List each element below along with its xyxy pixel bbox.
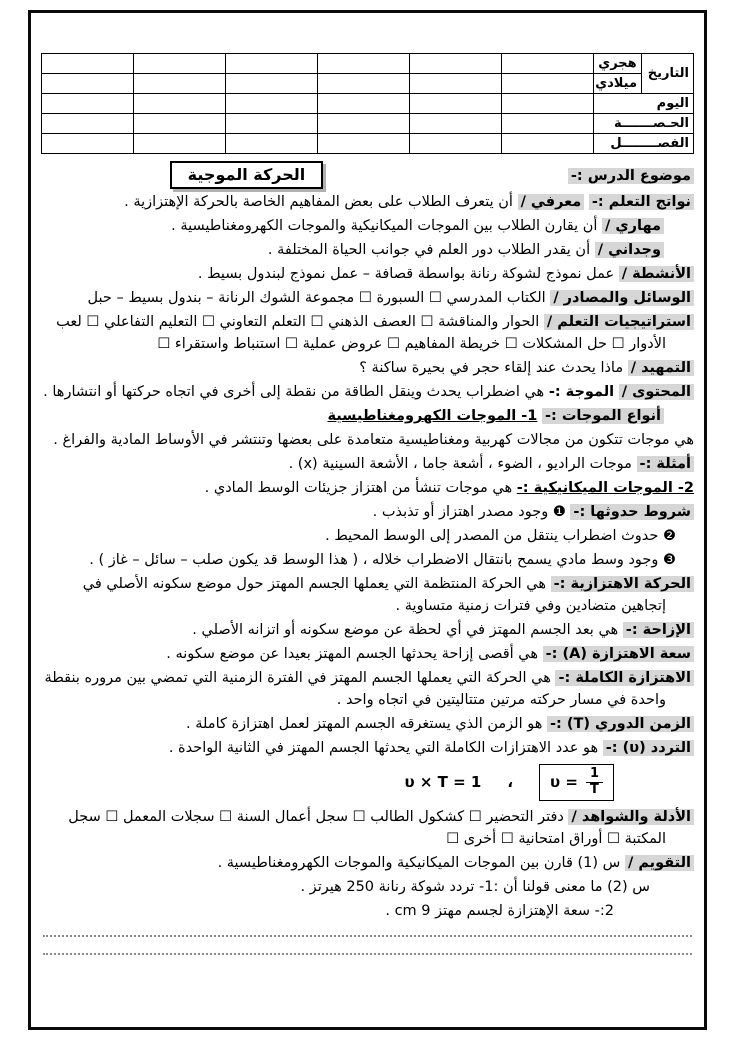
empty-cell bbox=[226, 74, 318, 94]
wave-definition: هي اضطراب يحدث وينقل الطاقة من نقطة إلى أخرى في اتجاه حركتها أو انتشارها . bbox=[43, 384, 545, 400]
empty-cell bbox=[502, 74, 594, 94]
frequency-fraction-box bbox=[539, 764, 614, 801]
row-period bbox=[42, 114, 694, 134]
formula-lhs: υ = bbox=[550, 773, 578, 792]
mech-waves-line bbox=[41, 477, 694, 499]
assessment-q1: س (1) قارن بين الموجات الميكانيكية والموجات الكهرومغناطيسية . bbox=[217, 854, 621, 871]
definition-label: التردد (υ) :- bbox=[603, 740, 694, 756]
watermark-logo: مستقل bbox=[305, 949, 430, 990]
affective-text: أن يقدر الطلاب دور العلم في جوانب الحياة المختلفة . bbox=[267, 242, 591, 258]
empty-cell bbox=[318, 74, 410, 94]
empty-cell bbox=[410, 134, 502, 154]
assessment-q2-line bbox=[41, 876, 650, 898]
watermark-site: mostaql.com bbox=[326, 988, 409, 1001]
strategies-line bbox=[41, 311, 694, 355]
evidence-line bbox=[41, 806, 694, 850]
formula-separator: ، bbox=[507, 773, 514, 792]
definition-text: هي أقصى إزاحة يحدثها الجسم المهتز بعيدا عن موضع سكونه . bbox=[166, 646, 539, 662]
outcomes-label: نواتج التعلم :- bbox=[589, 194, 694, 210]
definition-label: الحركة الاهتزازية :- bbox=[551, 576, 694, 592]
skill-text: أن يقارن الطلاب بين الموجات الميكانيكية والموجات الكهرومغناطيسية . bbox=[171, 218, 598, 234]
topic-label: موضوع الدرس :- bbox=[568, 168, 694, 184]
empty-cell bbox=[42, 94, 134, 114]
lesson-title: الحركة الموجية bbox=[170, 161, 324, 189]
empty-cell bbox=[502, 134, 594, 154]
day-label: اليوم bbox=[594, 94, 694, 114]
empty-cell bbox=[318, 54, 410, 74]
wave-types-heading: أنواع الموجات :- bbox=[542, 408, 664, 424]
empty-cell bbox=[134, 94, 226, 114]
formula-rhs: υ × T = 1 bbox=[404, 773, 482, 792]
activities-label: الأنشطة / bbox=[619, 266, 694, 282]
condition-2-line bbox=[41, 525, 676, 547]
definition-frequency bbox=[41, 737, 694, 759]
examples-text: موجات الراديو ، الضوء ، أشعة جاما ، الأشعة السينية (x) . bbox=[288, 456, 632, 472]
answer-dotted-line bbox=[43, 942, 692, 955]
definition-label: الاهتزازة الكاملة :- bbox=[555, 670, 694, 686]
empty-cell bbox=[410, 114, 502, 134]
empty-cell bbox=[502, 54, 594, 74]
definition-text: هو الزمن الذي يستغرقه الجسم المهتز لعمل اهتزازة كاملة . bbox=[186, 716, 543, 732]
empty-cell bbox=[42, 54, 134, 74]
gregorian-label: ميلادي bbox=[594, 74, 642, 94]
resources-label: الوسائل والمصادر / bbox=[550, 290, 694, 306]
condition-3-line bbox=[41, 549, 676, 571]
frequency-formula bbox=[41, 764, 614, 801]
row-day bbox=[42, 94, 694, 114]
definition-displacement bbox=[41, 619, 694, 641]
class-label: الفصــــــــل bbox=[594, 134, 694, 154]
assessment-label: التقويم / bbox=[625, 855, 694, 871]
empty-cell bbox=[410, 94, 502, 114]
cognitive-text: أن يتعرف الطلاب على بعض المفاهيم الخاصة بالحركة الإهتزازية . bbox=[124, 194, 513, 210]
outcomes-line bbox=[41, 191, 694, 213]
em-waves-title: 1- الموجات الكهرومغناطيسية bbox=[327, 408, 538, 424]
fraction bbox=[586, 767, 603, 798]
resources-line bbox=[41, 287, 694, 309]
strategies-text: الحوار والمناقشة ☐ العصف الذهني ☐ التعلم التعاوني ☐ التعليم التفاعلي ☐ لعب الأدوار ☐ حل المشكلات ☐ خريطة المفاهيم ☐ عروض عملية ☐ استنباط واستقراء ☐ bbox=[56, 314, 666, 352]
strategies-label: استراتيجيات التعلم / bbox=[544, 314, 694, 330]
definition-amplitude bbox=[41, 643, 694, 665]
definition-label: سعة الاهتزازة (A) :- bbox=[543, 646, 694, 662]
empty-cell bbox=[42, 114, 134, 134]
assessment-q2: س (2) ما معنى قولنا أن :1- تردد شوكة رنانة 250 هيرتز . bbox=[300, 878, 650, 895]
assessment-line bbox=[41, 852, 694, 874]
page-frame bbox=[28, 10, 707, 1030]
row-hijri bbox=[42, 54, 694, 74]
lesson-plan-content bbox=[41, 161, 694, 955]
empty-cell bbox=[134, 114, 226, 134]
warmup-label: التمهيد / bbox=[628, 360, 694, 376]
fraction-numerator: 1 bbox=[586, 767, 603, 783]
mech-waves-def: هي موجات تنشأ من اهتزاز جزيئات الوسط المادي . bbox=[204, 480, 513, 496]
content-line bbox=[41, 381, 694, 403]
definition-text: هي بعد الجسم المهتز في أي لحظة عن موضع سكونه أو اتزانه الأصلي . bbox=[192, 622, 619, 638]
empty-cell bbox=[134, 134, 226, 154]
examples-line bbox=[41, 453, 694, 475]
empty-cell bbox=[134, 54, 226, 74]
wave-term: الموجة :- bbox=[548, 384, 615, 400]
em-waves-def-line bbox=[41, 429, 694, 451]
empty-cell bbox=[226, 114, 318, 134]
em-waves-def: هي موجات تتكون من مجالات كهربية ومغناطيسية متعامدة على بعضها وتنتشر في الأوساط المادية والفراغ . bbox=[53, 432, 694, 448]
definition-complete-vibration bbox=[41, 667, 694, 711]
activities-text: عمل نموذج لشوكة رنانة بواسطة قصافة – عمل نموذج لبندول بسيط . bbox=[197, 266, 615, 282]
empty-cell bbox=[226, 54, 318, 74]
definition-periodic-time bbox=[41, 713, 694, 735]
mech-waves-title: 2- الموجات الميكانيكية :- bbox=[516, 480, 694, 496]
condition-3: ❸ وجود وسط مادي يسمح بانتقال الاضطراب خلاله ، ( هذا الوسط قد يكون صلب – سائل – غاز ) . bbox=[89, 552, 676, 568]
row-gregorian bbox=[42, 74, 694, 94]
examples-label: أمثلة :- bbox=[637, 456, 694, 472]
fraction-denominator: T bbox=[590, 781, 599, 797]
definition-label: الزمن الدوري (T) :- bbox=[547, 716, 694, 732]
row-class bbox=[42, 134, 694, 154]
empty-cell bbox=[134, 74, 226, 94]
empty-cell bbox=[42, 134, 134, 154]
definition-text: هي الحركة المنتظمة التي يعملها الجسم المهتز حول موضع سكونه الأصلي في إتجاهين متضادين وفي فترات زمنية متساوية . bbox=[82, 576, 666, 614]
topic-line bbox=[41, 161, 694, 189]
definition-label: الإزاحة :- bbox=[623, 622, 694, 638]
condition-2: ❷ حدوث اضطراب ينتقل من المصدر إلى الوسط المحيط . bbox=[325, 528, 676, 544]
activities-line bbox=[41, 263, 694, 285]
watermark bbox=[305, 949, 430, 1001]
resources-text: الكتاب المدرسي ☐ السبورة ☐ مجموعة الشوك الرنانة – بندول بسيط – حبل bbox=[87, 290, 546, 306]
header-table bbox=[41, 53, 694, 154]
condition-1: ❶ وجود مصدر اهتزاز أو تذبذب . bbox=[372, 504, 566, 520]
empty-cell bbox=[410, 54, 502, 74]
cognitive-label: معرفي / bbox=[518, 194, 585, 210]
empty-cell bbox=[318, 114, 410, 134]
empty-cell bbox=[318, 134, 410, 154]
evidence-text: دفتر التحضير ☐ كشكول الطالب ☐ سجل أعمال السنة ☐ سجلات المعمل ☐ سجل المكتبة ☐ أوراق امتحانية ☐ أخرى ☐ bbox=[68, 808, 666, 847]
affective-line bbox=[41, 239, 664, 261]
conditions-line bbox=[41, 501, 694, 523]
empty-cell bbox=[226, 94, 318, 114]
answer-dotted-line bbox=[43, 924, 692, 937]
assessment-q3: 2:- سعة الإهتزازة لجسم مهتز 9 cm . bbox=[385, 902, 614, 919]
conditions-label: شروط حدوثها :- bbox=[570, 504, 694, 520]
evidence-label: الأدلة والشواهد / bbox=[568, 809, 694, 825]
hijri-label: هجري bbox=[594, 54, 642, 74]
empty-cell bbox=[410, 74, 502, 94]
period-label: الحـصـــــــة bbox=[594, 114, 694, 134]
empty-cell bbox=[502, 114, 594, 134]
empty-cell bbox=[502, 94, 594, 114]
skill-label: مهاري / bbox=[602, 218, 664, 234]
empty-cell bbox=[226, 134, 318, 154]
wave-types-heading-line bbox=[41, 405, 664, 427]
content-label: المحتوى / bbox=[619, 384, 694, 400]
empty-cell bbox=[42, 74, 134, 94]
skill-line bbox=[41, 215, 664, 237]
empty-cell bbox=[318, 94, 410, 114]
affective-label: وجداني / bbox=[595, 242, 664, 258]
definition-text: هي الحركة التي يعملها الجسم المهتز في الفترة الزمنية التي تمضي بين مروره بنقطة واحدة في مسار حركته مرتين متتاليتين في اتجاه واحد . bbox=[44, 670, 666, 708]
warmup-text: ماذا يحدث عند إلقاء حجر في بحيرة ساكنة ؟ bbox=[359, 360, 624, 376]
definition-text: هو عدد الاهتزازات الكاملة التي يحدثها الجسم المهتز في الثانية الواحدة . bbox=[168, 740, 599, 756]
assessment-q3-line bbox=[41, 900, 614, 922]
date-label: التاريخ bbox=[642, 54, 694, 94]
warmup-line bbox=[41, 357, 694, 379]
definition-vibration-motion bbox=[41, 573, 694, 617]
